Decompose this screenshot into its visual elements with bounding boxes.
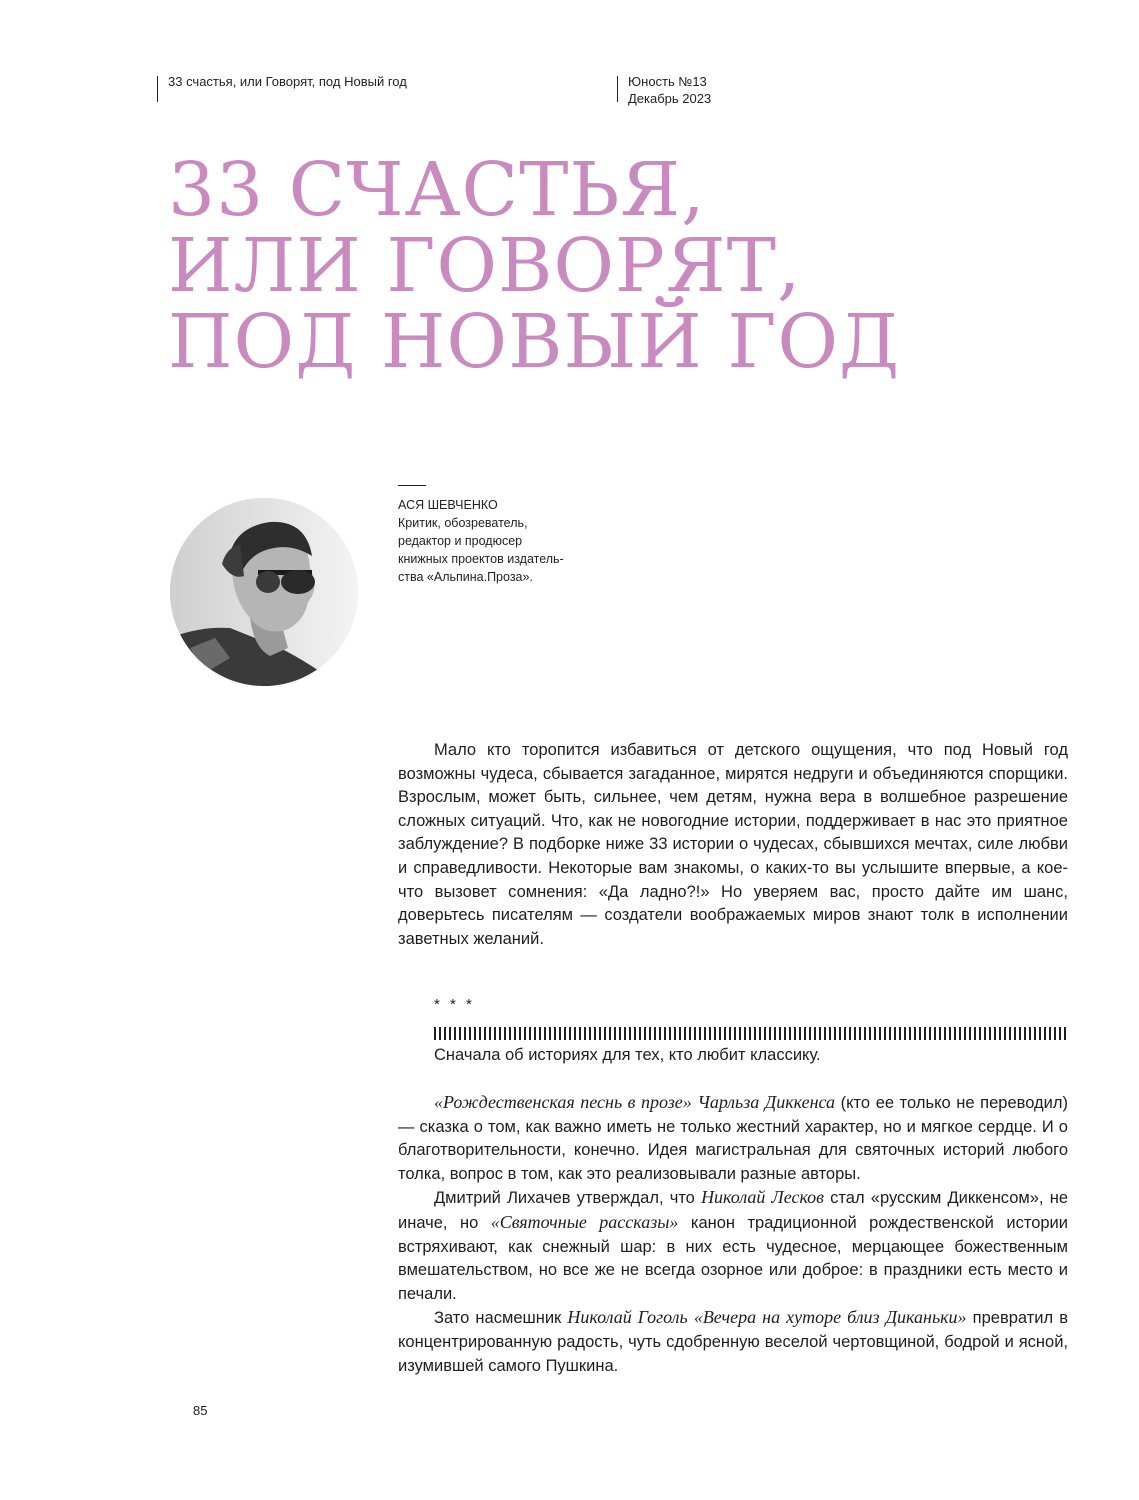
paragraph-text: Зато насмешник <box>434 1309 568 1328</box>
author-block <box>398 496 618 586</box>
title-line-2: ИЛИ ГОВОРЯТ, <box>168 223 802 309</box>
author-portrait-illustration <box>170 498 358 686</box>
title-line-1: 33 СЧАСТЬЯ, <box>168 147 706 233</box>
section-lead-block <box>398 1044 1068 1068</box>
paragraph-gogol <box>398 1306 1068 1378</box>
book-title: «Вечера на хуторе близ Диканьки» <box>693 1307 967 1328</box>
section-separator: * * * <box>434 996 475 1013</box>
magazine-issue: Юность №13 <box>628 74 707 89</box>
book-title: «Святочные рассказы» <box>490 1211 679 1232</box>
author-divider <box>398 485 426 486</box>
book-author: Николай Гоголь <box>567 1307 688 1328</box>
author-bio-line: ства «Альпина.Проза». <box>398 570 533 584</box>
page-number: 85 <box>193 1403 208 1418</box>
section-lead: Сначала об историях для тех, кто любит классику. <box>434 1046 821 1064</box>
author-name: АСЯ ШЕВЧЕНКО <box>398 498 498 512</box>
classics-section <box>398 1091 1068 1378</box>
intro-section <box>398 739 1068 951</box>
running-title: 33 счастья, или Говорят, под Новый год <box>168 74 407 89</box>
paragraph-leskov <box>398 1186 1068 1306</box>
author-bio-line: Критик, обозреватель, <box>398 516 528 530</box>
paragraph-text: стал «русским Диккенсом», не иначе, но <box>398 1189 1068 1232</box>
decorative-barcode-rule <box>434 1027 1066 1040</box>
author-bio-line: книжных проектов издатель- <box>398 552 564 566</box>
book-author: Чарльза Диккенса <box>697 1092 836 1112</box>
paragraph-text: Дмитрий Лихачев утверждал, что <box>434 1189 702 1208</box>
paragraph-text: превратил в концентрированную радость, чуть сдобренную веселой чертовщиной, бодрой и ясной, изумившей самого Пушкина. <box>398 1309 1068 1375</box>
author-bio-line: редактор и продюсер <box>398 534 523 548</box>
paragraph-text: (кто ее только не переводил) — сказка о том, как важно иметь не только жестний характер, но и мягкое сердце. И о благотворительности, конечно. Идея магистральная для святочных историй любого толка, вопрос в том, как это реализовывали разные авторы. <box>398 1094 1068 1183</box>
header-right-rule <box>617 76 618 102</box>
author-photo <box>170 498 358 686</box>
page-title <box>168 147 1068 385</box>
issue-date: Декабрь 2023 <box>628 91 712 106</box>
title-line-3: ПОД НОВЫЙ ГОД <box>168 299 901 385</box>
header-left-rule <box>157 76 158 102</box>
paragraph-dickens <box>398 1091 1068 1186</box>
intro-paragraph: Мало кто торопится избавиться от детского ощущения, что под Новый год возможны чудеса, сбывается загаданное, мирятся недруги и объединяются спорщики. Взрослым, может быть, сильнее, чем детям, нужна вера в волшебное разрешение сложных ситуаций. Что, как не новогодние истории, поддерживает в нас это приятное заблуждение? В подборке ниже 33 истории о чудесах, сбывшихся мечтах, силе любви и справедливости. Некоторые вам знакомы, о каких-то вы услышите впервые, а кое-что вызовет сомнения: «Да ладно?!» Но уверяем вас, просто дайте им шанс, доверьтесь писателям — создатели воображаемых миров знают толк в исполнении заветных желаний. <box>398 741 1068 948</box>
book-title: «Рождественская песнь в прозе» <box>434 1092 692 1112</box>
paragraph-text: канон традиционной рождественской истории встряхивают, как снежный шар: в них есть чудесное, мерцающее божественным вмешательством, но все же не всегда озорное или доброе: в праздники есть место и печали. <box>398 1213 1068 1303</box>
book-author: Николай Лесков <box>701 1187 824 1208</box>
